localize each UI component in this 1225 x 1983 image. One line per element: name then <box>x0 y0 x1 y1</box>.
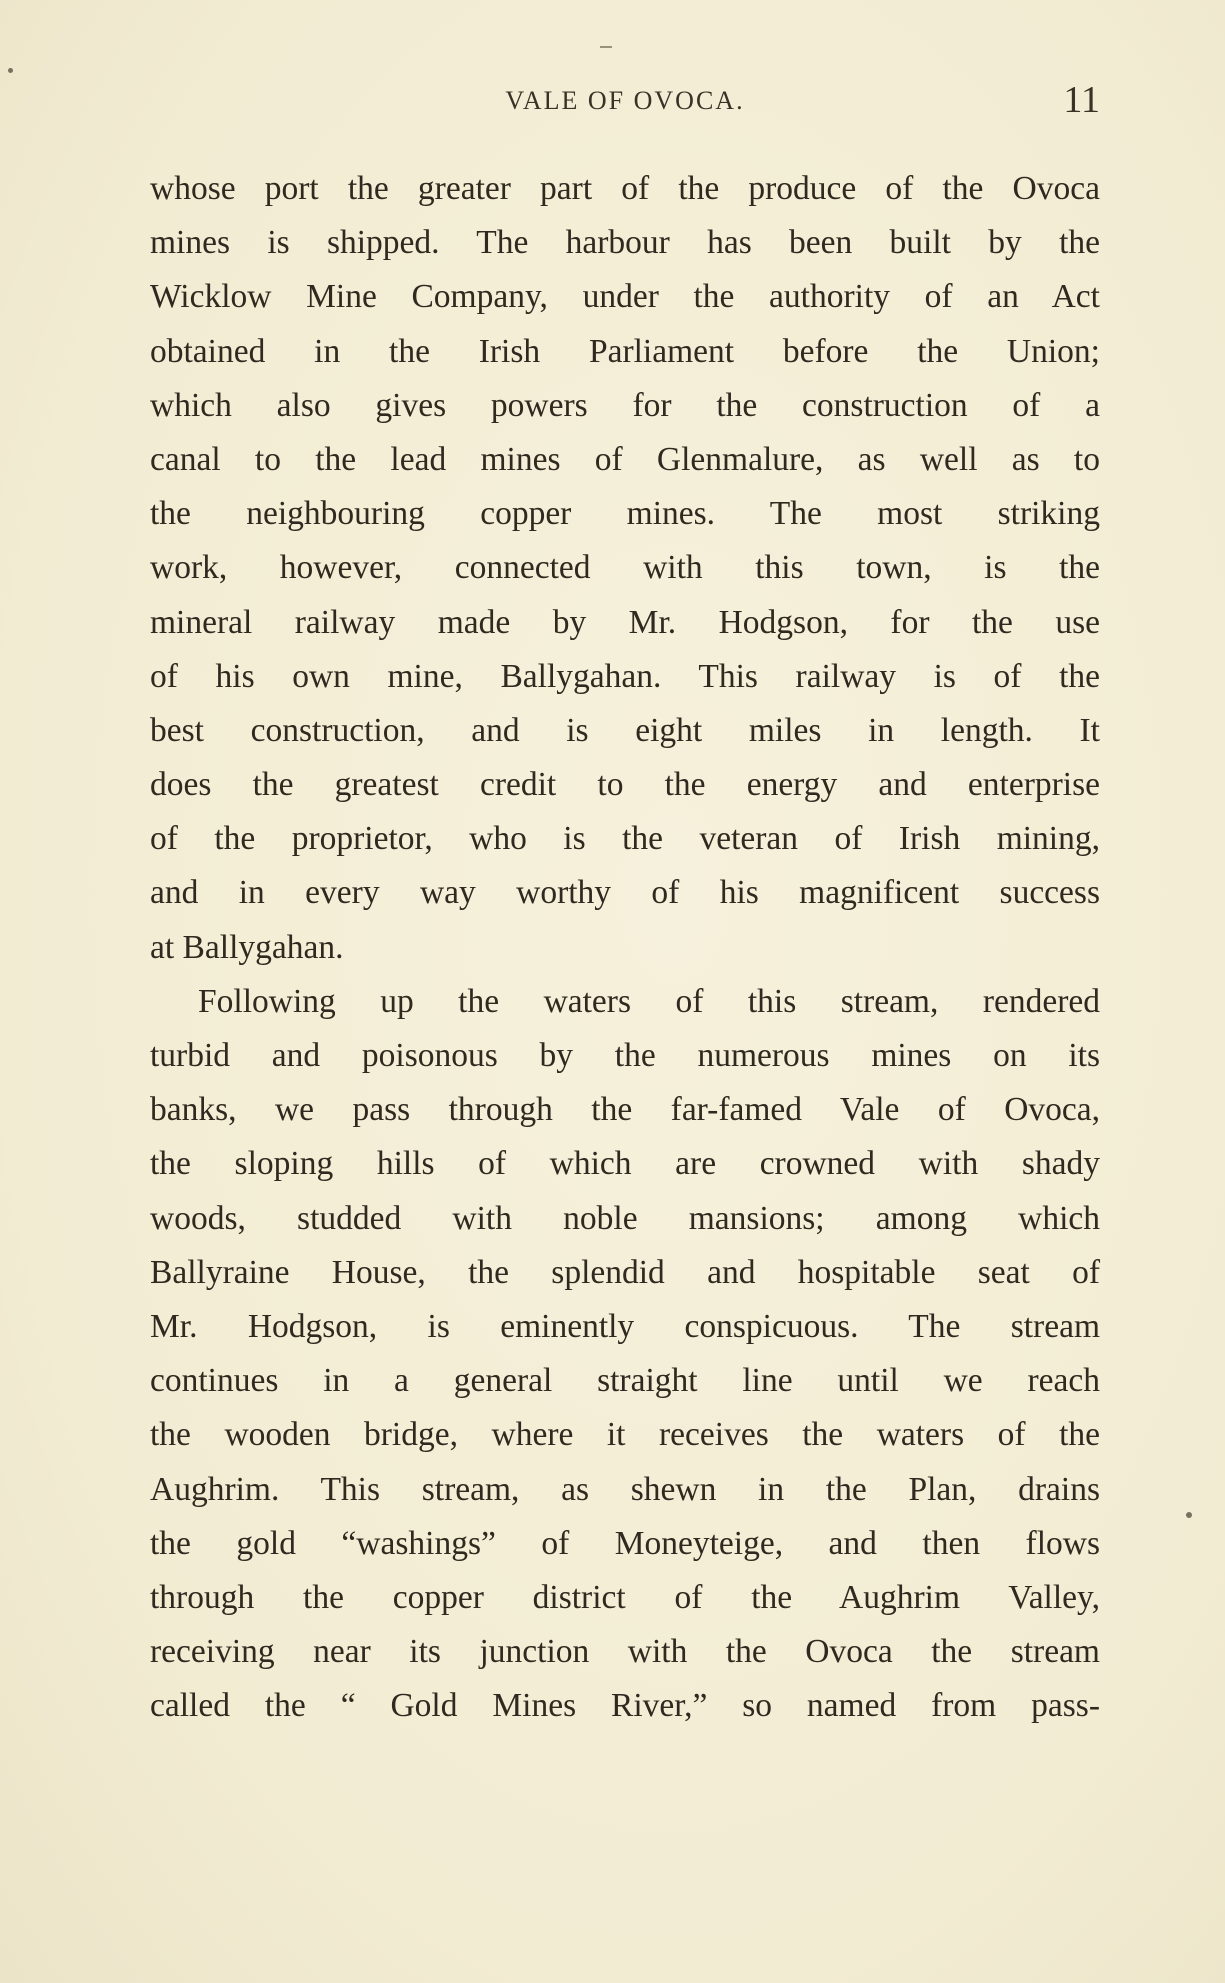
text-line: canal to the lead mines of Glenmalure, as well as to <box>150 440 1100 478</box>
text-line: Mr. Hodgson, is eminently conspicuous. The stream <box>150 1307 1100 1345</box>
paragraph-2 <box>150 975 1100 1734</box>
text-line: whose port the greater part of the produce of the Ovoca <box>150 170 1100 207</box>
print-speck <box>8 68 13 73</box>
text-line: which also gives powers for the construction of a <box>150 386 1100 424</box>
text-line: best construction, and is eight miles in length. It <box>150 711 1100 749</box>
running-header <box>150 78 1100 128</box>
text-line: through the copper district of the Aughrim Valley, <box>150 1578 1100 1616</box>
print-speck <box>1186 1512 1192 1518</box>
text-line: work, however, connected with this town, is the <box>150 549 1100 587</box>
text-line: of the proprietor, who is the veteran of Irish mining, <box>150 820 1100 858</box>
text-line: of his own mine, Ballygahan. This railway is of the <box>150 657 1100 695</box>
text-line: Wicklow Mine Company, under the authority of an Act <box>150 278 1100 316</box>
text-line: at Ballygahan. <box>150 928 344 966</box>
text-line: the wooden bridge, where it receives the waters of the <box>150 1416 1100 1454</box>
text-line: the neighbouring copper mines. The most striking <box>150 495 1100 533</box>
text-line: the sloping hills of which are crowned with shady <box>150 1145 1100 1183</box>
text-line: mines is shipped. The harbour has been built by the <box>150 224 1100 262</box>
text-line: the gold “washings” of Moneyteige, and then flows <box>150 1524 1100 1562</box>
paragraph-1 <box>150 162 1100 975</box>
text-line: receiving near its junction with the Ovoca the stream <box>150 1633 1100 1671</box>
text-line: mineral railway made by Mr. Hodgson, for the use <box>150 603 1100 641</box>
text-line: does the greatest credit to the energy and enterprise <box>150 766 1100 804</box>
text-line: woods, studded with noble mansions; among which <box>150 1199 1100 1237</box>
text-line: continues in a general straight line until we reach <box>150 1362 1100 1400</box>
print-mark <box>600 46 612 48</box>
text-line: Following up the waters of this stream, rendered <box>198 982 1100 1020</box>
page-number: 11 <box>1063 79 1100 121</box>
text-line: Aughrim. This stream, as shewn in the Plan, drains <box>150 1470 1100 1508</box>
text-line: banks, we pass through the far-famed Vale of Ovoca, <box>150 1091 1100 1129</box>
text-line: called the “ Gold Mines River,” so named from pass- <box>150 1687 1100 1725</box>
text-line: and in every way worthy of his magnificent success <box>150 874 1100 912</box>
text-line: obtained in the Irish Parliament before the Union; <box>150 332 1100 370</box>
body-text <box>150 162 1100 1733</box>
running-title: VALE OF OVOCA. <box>505 86 745 115</box>
text-line: Ballyraine House, the splendid and hospitable seat of <box>150 1253 1100 1291</box>
text-line: turbid and poisonous by the numerous mines on its <box>150 1037 1100 1074</box>
